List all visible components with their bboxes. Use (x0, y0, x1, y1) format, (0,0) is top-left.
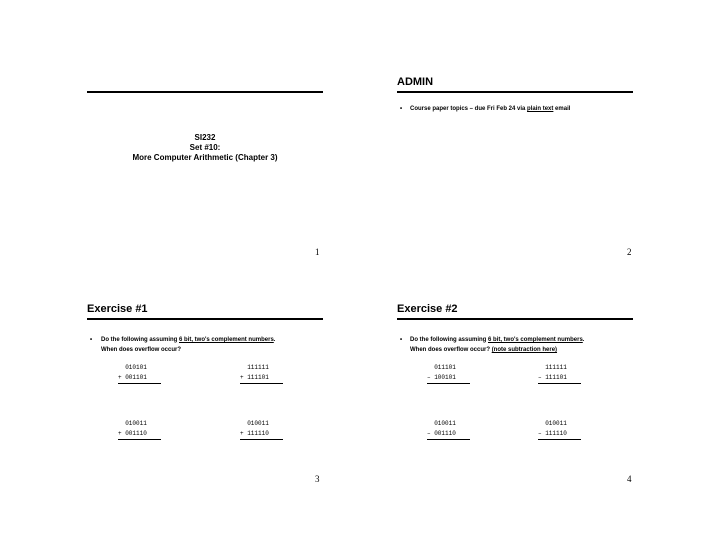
problem-3: 010011 – 001110 (427, 419, 470, 440)
page-number: 4 (627, 474, 632, 484)
slide-2 (360, 0, 720, 270)
problem-2: 111111 – 111101 (538, 363, 581, 384)
slide-3 (0, 278, 360, 548)
problem-2: 111111 + 111101 (240, 363, 283, 384)
slide-title: Exercise #1 (87, 303, 148, 315)
slide-rule (397, 318, 633, 320)
twos-complement-note: 6 bit, two's complement numbers (179, 337, 274, 343)
problem-1: 011101 – 100101 (427, 363, 470, 384)
slide-1-title-block (87, 133, 323, 163)
exercise-instructions: Do the following assuming 6 bit, two's complement numbers. When does overflow occur? (101, 337, 276, 353)
twos-complement-note: 6 bit, two's complement numbers (488, 337, 583, 343)
slide-rule (87, 318, 323, 320)
slide-1 (0, 0, 360, 270)
page-number: 1 (315, 247, 320, 257)
plain-text-link: plain text (527, 106, 554, 112)
admin-item: Course paper topics – due Fri Feb 24 via plain text email (410, 106, 571, 112)
course-code: SI232 (194, 133, 216, 142)
problem-3: 010011 + 001110 (118, 419, 161, 440)
slide-rule (397, 91, 633, 93)
slide-title: Exercise #2 (397, 303, 458, 315)
lecture-title: More Computer Arithmetic (Chapter 3) (132, 153, 278, 162)
bullet-icon: • (400, 106, 403, 112)
page-number: 2 (627, 247, 632, 257)
slide-title: ADMIN (397, 76, 434, 88)
slide-4 (360, 278, 720, 548)
slide-rule (87, 91, 323, 93)
problem-4: 010011 + 111110 (240, 419, 283, 440)
bullet-icon: • (400, 337, 403, 343)
exercise-instructions: Do the following assuming 6 bit, two's complement numbers. When does overflow occur? (note subtraction here) (410, 337, 585, 353)
subtraction-note: (note subtraction here) (491, 347, 558, 353)
problem-4: 010011 – 111110 (538, 419, 581, 440)
problem-1: 010101 + 001101 (118, 363, 161, 384)
page-number: 3 (315, 474, 320, 484)
bullet-icon: • (90, 337, 93, 343)
set-number: Set #10: (189, 143, 221, 152)
